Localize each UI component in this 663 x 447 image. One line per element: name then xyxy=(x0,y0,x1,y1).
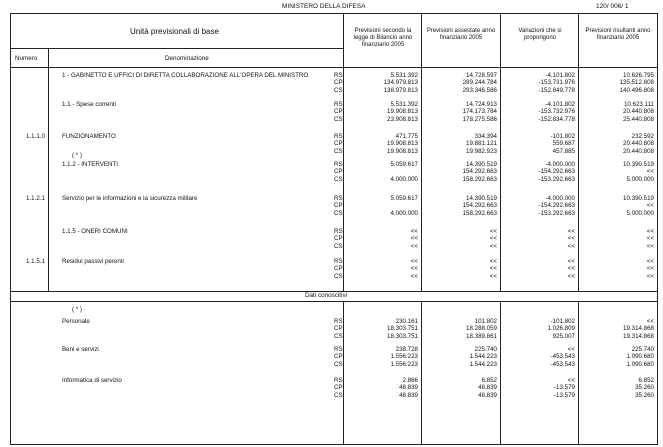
row-label: 1.1.5 - ONERI COMUNI xyxy=(62,228,128,235)
cell-value: 559.687 xyxy=(552,140,575,148)
cell-value: << xyxy=(646,235,654,243)
row-kind: CP xyxy=(334,353,343,361)
row-label: ( * ) xyxy=(72,306,82,313)
cell-value: 140.496.808 xyxy=(619,86,654,94)
row-kind: RS xyxy=(334,161,343,168)
cell-value: -101.802 xyxy=(550,318,575,325)
row-kind: CP xyxy=(334,235,343,243)
cell-value: 14.390.519 xyxy=(466,161,497,168)
cell-value: << xyxy=(567,377,575,384)
cell-value: 5.000.000 xyxy=(626,175,654,183)
cell-value: << xyxy=(646,168,654,176)
cell-value: -152.834.778 xyxy=(538,115,575,123)
cell-value: << xyxy=(646,228,654,235)
cell-value: << xyxy=(489,265,497,273)
cell-value: -453.543 xyxy=(550,353,575,361)
cell-value: << xyxy=(410,258,418,265)
cell-value: 19.908.813 xyxy=(387,147,418,155)
cell-value: << xyxy=(646,265,654,273)
row-kind: CS xyxy=(334,86,343,94)
cell-value: -4.000.000 xyxy=(545,161,575,168)
cell-value: 334.394 xyxy=(474,133,497,140)
row-label: Residui passivi perenti xyxy=(62,258,124,265)
row-kind: RS xyxy=(334,101,343,108)
row-kind: RS xyxy=(334,346,343,353)
cell-value: -153.731.976 xyxy=(538,79,575,87)
cell-value: -13.579 xyxy=(554,391,575,399)
cell-value: 19.908.813 xyxy=(387,140,418,148)
cell-value: << xyxy=(646,242,654,250)
cell-value: << xyxy=(646,202,654,210)
cell-value: 4.000.000 xyxy=(390,209,418,217)
cell-value: 20.440.808 xyxy=(623,140,654,148)
cell-value: -153.292.663 xyxy=(538,209,575,217)
cell-value: 225.740 xyxy=(474,346,497,353)
row-kind: CP xyxy=(334,108,343,116)
cell-value: 238.728 xyxy=(395,346,418,353)
cell-value: 1.544.223 xyxy=(469,360,497,368)
row-kind: RS xyxy=(334,377,343,384)
cell-value: << xyxy=(489,242,497,250)
cell-value: 48.839 xyxy=(399,384,418,392)
ministry-title: MINISTERO DELLA DIFESA xyxy=(282,3,366,10)
row-label: Servizio per le informazioni e la sicurezza militare xyxy=(62,195,198,202)
row-kind: CS xyxy=(334,391,343,399)
cell-value: 6.852 xyxy=(481,377,497,384)
cell-value: 5.531.392 xyxy=(390,101,418,108)
cell-value: 1.026.809 xyxy=(547,325,575,333)
col2-header: Previsioni assestate anno finanziario 2005 xyxy=(426,28,496,41)
cell-value: 154.292.663 xyxy=(462,202,497,210)
cell-value: 2.866 xyxy=(402,377,418,384)
row-kind: RS xyxy=(334,195,343,202)
col1-header: Previsioni secondo la legge di Bilancio anno finanziario 2005 xyxy=(353,28,413,48)
col4-header: Previsioni risultanti anno finanziario 2005 xyxy=(585,28,651,41)
row-kind: CS xyxy=(334,242,343,250)
cell-value: -153.732.976 xyxy=(538,108,575,116)
row-code: 1.1.1.0 xyxy=(26,133,45,140)
cell-value: << xyxy=(489,228,497,235)
cell-value: 19.908.813 xyxy=(387,108,418,116)
cell-value: 20.440.808 xyxy=(623,108,654,116)
cell-value: 20.440.808 xyxy=(623,147,654,155)
cell-value: 4.000.000 xyxy=(390,175,418,183)
cell-value: << xyxy=(489,258,497,265)
cell-value: -13.579 xyxy=(554,384,575,392)
cell-value: 19.881.121 xyxy=(466,140,497,148)
row-label: Personale xyxy=(62,318,90,325)
cell-value: 5.059.617 xyxy=(390,195,418,202)
cell-value: 18.389.861 xyxy=(466,332,497,340)
cell-value: 457.885 xyxy=(552,147,575,155)
row-label: ( * ) xyxy=(72,152,82,159)
row-label: 1.1.2 - INTERVENTI xyxy=(62,161,118,168)
row-kind: CP xyxy=(334,140,343,148)
cell-value: << xyxy=(567,242,575,250)
cell-value: 154.292.663 xyxy=(462,168,497,176)
row-label: Informatica di servizio xyxy=(62,377,122,384)
cell-value: 230.161 xyxy=(395,318,418,325)
cell-value: << xyxy=(489,235,497,243)
cell-value: << xyxy=(646,272,654,280)
row-kind: CP xyxy=(334,384,343,392)
cell-value: 18.303.751 xyxy=(387,325,418,333)
cell-value: 19.982.923 xyxy=(466,147,497,155)
cell-value: 1.544.223 xyxy=(469,353,497,361)
cell-value: 18.303.751 xyxy=(387,332,418,340)
cell-value: 101.802 xyxy=(474,318,497,325)
cell-value: << xyxy=(567,346,575,353)
cell-value: 174.173.784 xyxy=(462,108,497,116)
cell-value: 293.346.586 xyxy=(462,86,497,94)
row-kind: RS xyxy=(334,72,343,79)
cell-value: << xyxy=(410,242,418,250)
numero-header: Numero xyxy=(15,55,38,62)
cell-value: 48.839 xyxy=(478,384,497,392)
cell-value: 5.000.000 xyxy=(626,209,654,217)
cell-value: 23.908.813 xyxy=(387,115,418,123)
cell-value: << xyxy=(410,228,418,235)
row-kind: RS xyxy=(334,258,343,265)
cell-value: 1.090.680 xyxy=(626,360,654,368)
cell-value: -154.292.663 xyxy=(538,202,575,210)
row-kind: RS xyxy=(334,318,343,325)
cell-value: 925.007 xyxy=(552,332,575,340)
cell-value: -4.101.802 xyxy=(545,72,575,79)
cell-value: 35.260 xyxy=(635,384,654,392)
cell-value: 225.740 xyxy=(631,346,654,353)
cell-value: -101.802 xyxy=(550,133,575,140)
denominazione-header: Denominazione xyxy=(165,55,209,62)
row-kind: CP xyxy=(334,265,343,273)
cell-value: -4.101.802 xyxy=(545,101,575,108)
row-kind: CS xyxy=(334,115,343,123)
cell-value: 14.390.519 xyxy=(466,195,497,202)
cell-value: 1.556.223 xyxy=(390,360,418,368)
cell-value: 5.059.617 xyxy=(390,161,418,168)
cell-value: << xyxy=(646,318,654,325)
row-kind: CP xyxy=(334,202,343,210)
cell-value: << xyxy=(410,235,418,243)
cell-value: 10.390.519 xyxy=(623,161,654,168)
cell-value: 10.623.111 xyxy=(623,101,654,108)
cell-value: << xyxy=(410,272,418,280)
cell-value: 178.275.586 xyxy=(462,115,497,123)
cell-value: 10.626.795 xyxy=(623,72,654,79)
row-kind: RS xyxy=(334,228,343,235)
cell-value: 158.292.663 xyxy=(462,209,497,217)
cell-value: << xyxy=(567,258,575,265)
cell-value: 18.288.059 xyxy=(466,325,497,333)
cell-value: 14.724.913 xyxy=(466,101,497,108)
cell-value: 35.260 xyxy=(635,391,654,399)
row-label: Beni e servizi xyxy=(62,346,99,353)
row-label: 1.1 - Spese correnti xyxy=(62,101,116,108)
cell-value: -152.849.778 xyxy=(538,86,575,94)
row-label: 1 - GABINETTO E UFFICI DI DIRETTA COLLABORAZIONE ALL'OPERA DEL MINISTRO xyxy=(62,72,309,79)
row-kind: CS xyxy=(334,272,343,280)
row-label: FUNZIONAMENTO xyxy=(62,133,116,140)
cell-value: 135.512.808 xyxy=(619,79,654,87)
cell-value: -154.292.663 xyxy=(538,168,575,176)
row-kind: RS xyxy=(334,133,343,140)
cell-value: -453.543 xyxy=(550,360,575,368)
col3-header: Variazioni che si propongono xyxy=(518,28,562,41)
page-reference: 120/ 006/ 1 xyxy=(596,3,629,10)
cell-value: 289.244.784 xyxy=(462,79,497,87)
cell-value: 232.592 xyxy=(631,133,654,140)
cell-value: << xyxy=(567,228,575,235)
cell-value: 25.440.808 xyxy=(623,115,654,123)
row-code: 1.1.5.1 xyxy=(26,258,45,265)
cell-value: << xyxy=(646,258,654,265)
row-kind: CP xyxy=(334,79,343,87)
row-kind: CP xyxy=(334,325,343,333)
unita-header: Unità previsionali di base xyxy=(130,27,219,36)
cell-value: 19.314.868 xyxy=(623,325,654,333)
cell-value: 6.852 xyxy=(638,377,654,384)
cell-value: << xyxy=(489,272,497,280)
row-kind: CP xyxy=(334,168,343,176)
row-kind: CS xyxy=(334,175,343,183)
cell-value: 19.314.868 xyxy=(623,332,654,340)
cell-value: 1.556.223 xyxy=(390,353,418,361)
cell-value: 1.090.680 xyxy=(626,353,654,361)
cell-value: 5.531.392 xyxy=(390,72,418,79)
cell-value: 138.979.813 xyxy=(383,86,418,94)
cell-value: 48.839 xyxy=(478,391,497,399)
row-kind: CS xyxy=(334,147,343,155)
row-code: 1.1.2.1 xyxy=(26,195,45,202)
cell-value: -4.000.000 xyxy=(545,195,575,202)
cell-value: 48.839 xyxy=(399,391,418,399)
cell-value: 471.775 xyxy=(395,133,418,140)
cell-value: 10.390.519 xyxy=(623,195,654,202)
row-kind: CS xyxy=(334,209,343,217)
cell-value: 14.728.597 xyxy=(466,72,497,79)
cell-value: << xyxy=(567,235,575,243)
section-dati-conoscitivi: Dati conoscitivi xyxy=(305,292,347,299)
cell-value: << xyxy=(567,265,575,273)
row-kind: CS xyxy=(334,332,343,340)
cell-value: 158.292.663 xyxy=(462,175,497,183)
cell-value: << xyxy=(410,265,418,273)
cell-value: 134.979.813 xyxy=(383,79,418,87)
row-kind: CS xyxy=(334,360,343,368)
cell-value: -153.292.663 xyxy=(538,175,575,183)
cell-value: << xyxy=(567,272,575,280)
